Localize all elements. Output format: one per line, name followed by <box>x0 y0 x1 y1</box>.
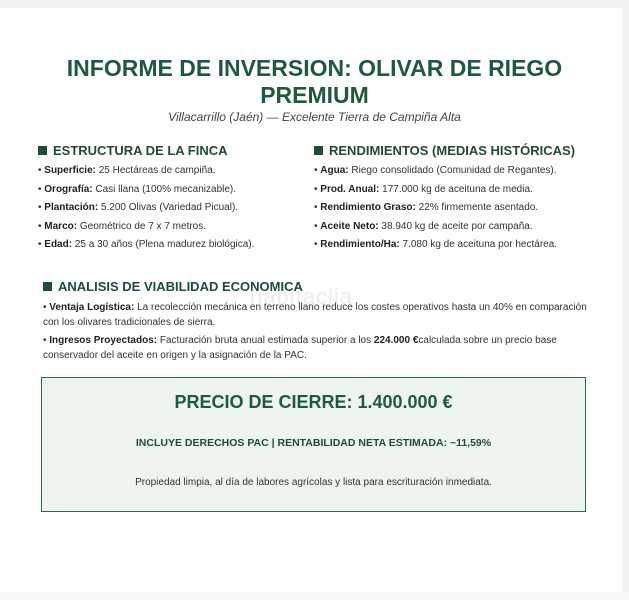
price-note: Propiedad limpia, al día de labores agrícolas y lista para escrituración inmediata. <box>135 477 492 488</box>
section-analisis-title: ANALISIS DE VIABILIDAD ECONOMICA <box>58 279 303 294</box>
report-subtitle: Villacarrillo (Jaén) — Excelente Tierra de Campiña Alta <box>168 110 461 124</box>
price-includes: INCLUYE DERECHOS PAC | RENTABILIDAD NETA ESTIMADA: ~11,59% <box>135 437 492 449</box>
list-item: • Prod. Anual: 177.000 kg de aceituna de media. <box>314 183 533 195</box>
report-title: INFORME DE INVERSION: OLIVAR DE RIEGO PREMIUM <box>66 55 563 108</box>
item-label: Aceite Neto: <box>320 220 379 232</box>
item-label: Prod. Anual: <box>320 183 380 195</box>
list-item: • Superficie: 25 Hectáreas de campiña. <box>38 165 216 176</box>
item-value: 5.200 Olivas (Variedad Picual). <box>98 202 239 213</box>
item-value: 25 a 30 años (Plena madurez biológica). <box>72 239 255 250</box>
square-bullet-icon <box>38 146 47 155</box>
item-value: Riego consolidado (Comunidad de Regantes). <box>348 165 557 176</box>
item-label: Plantación: <box>44 202 99 213</box>
item-value: 25 Hectáreas de campiña. <box>95 165 216 176</box>
square-bullet-icon <box>314 146 323 155</box>
closing-price-box <box>41 377 586 512</box>
paragraph-text: Facturación bruta anual estimada superior a los <box>157 335 374 346</box>
top-edge <box>0 0 629 8</box>
list-item: • Agua: Riego consolidado (Comunidad de Regantes). <box>314 165 557 176</box>
paragraph-label: Ingresos Proyectados: <box>49 335 158 346</box>
estructura-list <box>38 162 254 255</box>
item-value: 7.080 kg de aceituna por hectárea. <box>399 239 558 250</box>
paragraph-ingresos: • Ingresos Proyectados: Facturación bruta anual estimada superior a los 224.000 €calculada sobre un precio base conservador del aceite en origen y la asignación de la PAC. <box>43 335 557 361</box>
right-edge <box>623 0 629 600</box>
item-value: Geométrico de 7 x 7 metros. <box>77 220 207 232</box>
section-rendimientos-heading <box>314 143 575 158</box>
income-amount: 224.000 € <box>373 335 419 346</box>
item-label: Superficie: <box>44 165 96 176</box>
rendimientos-list <box>314 162 557 255</box>
item-value: 22% firmemente asentado. <box>415 202 539 213</box>
section-estructura-title: ESTRUCTURA DE LA FINCA <box>53 143 228 158</box>
closing-price: PRECIO DE CIERRE: 1.400.000 € <box>174 392 453 412</box>
paragraph-label: Ventaja Logística: <box>49 302 135 313</box>
item-label: Marco: <box>44 220 78 232</box>
item-label: Rendimiento Graso: <box>320 202 416 213</box>
item-value: Casi llana (100% mecanizable). <box>92 183 237 195</box>
list-item: • Plantación: 5.200 Olivas (Variedad Picual). <box>38 202 239 213</box>
paragraph-ventaja: • Ventaja Logística: La recolección mecánica en terreno llano reduce los costes operativos hasta un 40% en comparación con los olivares tradicionales de sierra. <box>43 302 587 328</box>
bottom-edge <box>0 592 629 600</box>
section-rendimientos-title: RENDIMIENTOS (MEDIAS HISTÓRICAS) <box>329 143 576 158</box>
item-value: 177.000 kg de aceituna de media. <box>379 183 533 195</box>
item-label: Edad: <box>44 239 73 250</box>
list-item: • Edad: 25 a 30 años (Plena madurez biológica). <box>38 239 255 250</box>
section-estructura-heading <box>38 143 228 158</box>
list-item: • Marco: Geométrico de 7 x 7 metros. <box>38 220 207 232</box>
paragraph-text: La recolección mecánica en terreno llano reduce los costes operativos hasta un 40% en comparación con los olivares tradicionales de sierra. <box>43 302 587 328</box>
item-value: 38.940 kg de aceite por campaña. <box>378 220 533 232</box>
item-label: Orografía: <box>44 183 93 195</box>
list-item: • Rendimiento/Ha: 7.080 kg de aceituna por hectárea. <box>314 239 558 250</box>
square-bullet-icon <box>43 282 52 291</box>
list-item: • Orografía: Casi llana (100% mecanizable). <box>38 183 237 195</box>
item-label: Agua: <box>320 165 349 176</box>
watermark: habitaclia <box>250 284 353 309</box>
paragraph-text: calculada sobre un precio base conservador del aceite en origen y la asignación de la PAC. <box>43 335 557 361</box>
list-item: • Aceite Neto: 38.940 kg de aceite por campaña. <box>314 220 533 232</box>
item-label: Rendimiento/Ha: <box>320 239 400 250</box>
list-item: • Rendimiento Graso: 22% firmemente asentado. <box>314 202 539 213</box>
